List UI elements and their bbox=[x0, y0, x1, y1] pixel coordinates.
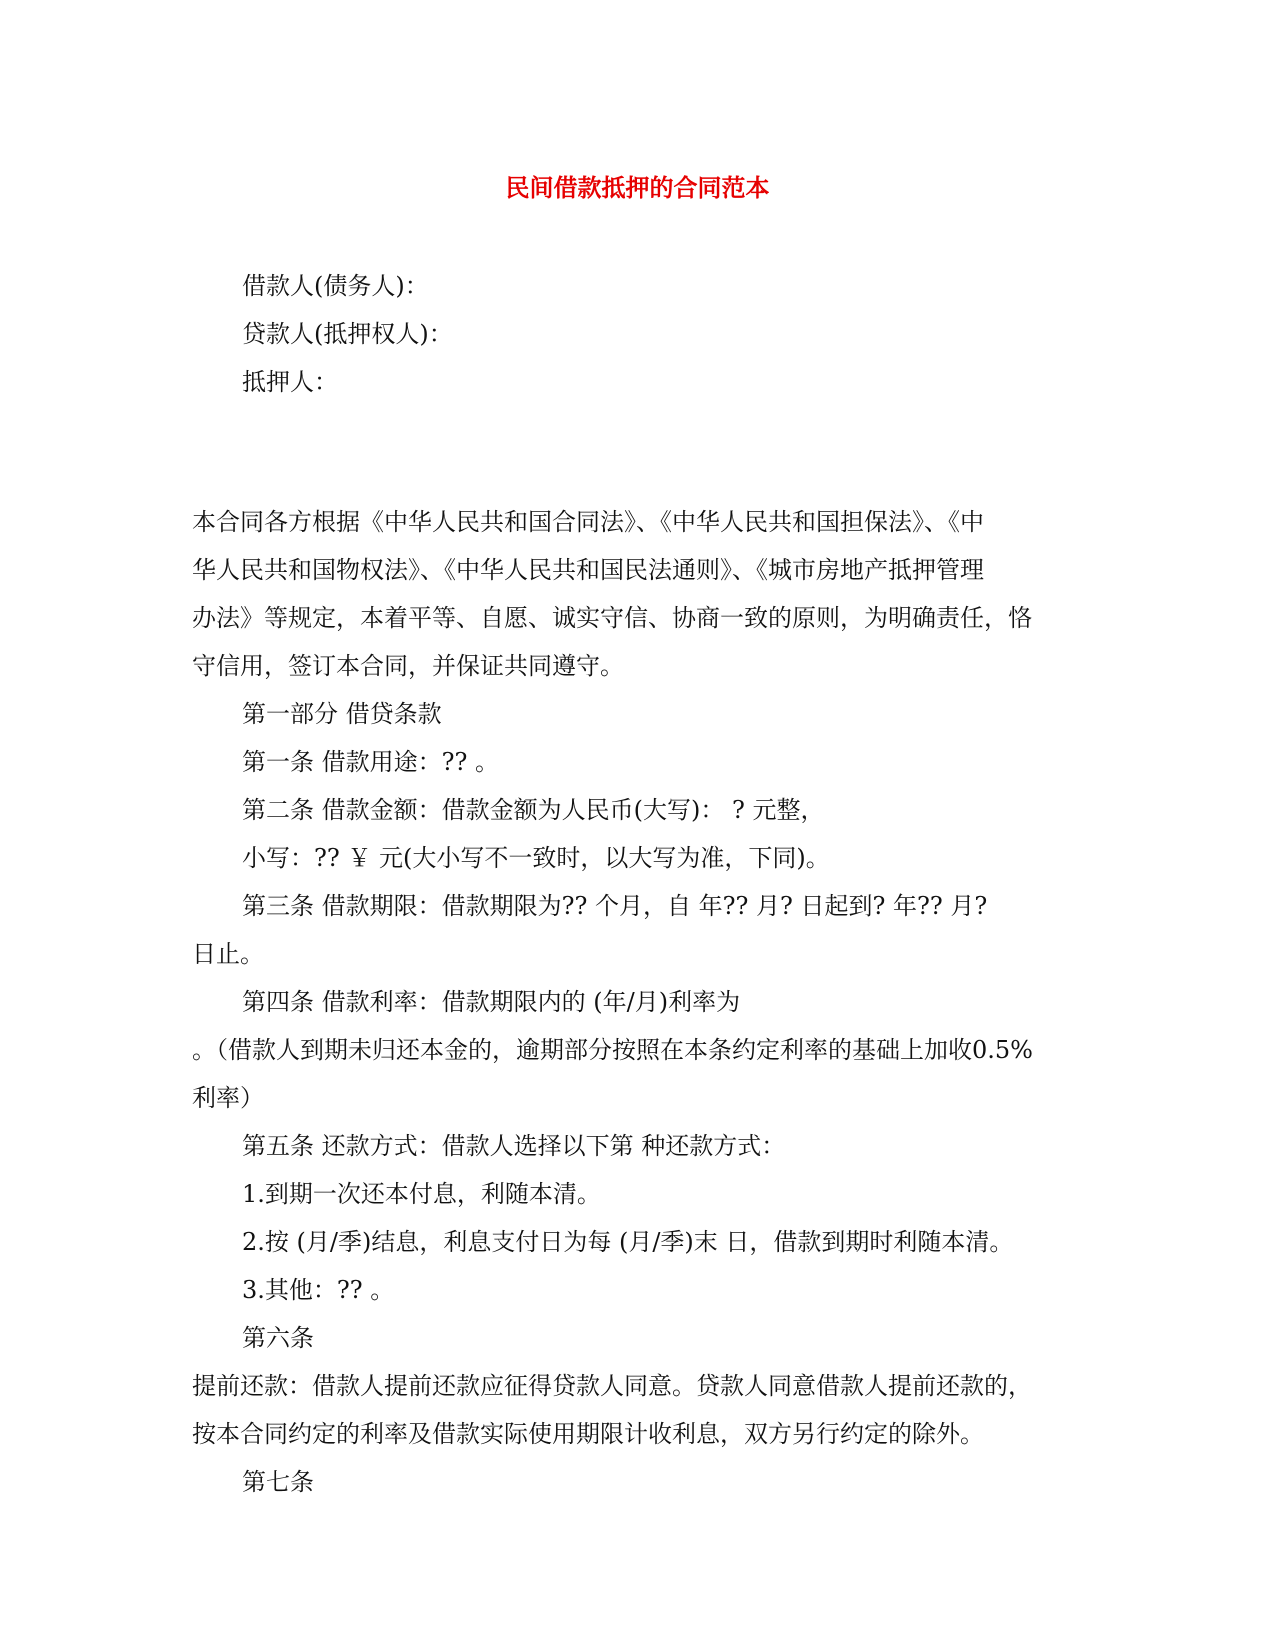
mortgagor-line: 抵押人： bbox=[242, 368, 338, 396]
preamble-line: 本合同各方根据《中华人民共和国合同法》、《中华人民共和国担保法》、《中 bbox=[192, 508, 984, 536]
preamble-line: 守信用，签订本合同，并保证共同遵守。 bbox=[192, 652, 624, 680]
article-5: 第五条 还款方式：借款人选择以下第 种还款方式： bbox=[242, 1132, 786, 1160]
article-6-heading: 第六条 bbox=[242, 1324, 314, 1352]
article-5-option: 2.按 (月/季)结息，利息支付日为每 (月/季)末 日，借款到期时利随本清。 bbox=[242, 1228, 1014, 1256]
borrower-line: 借款人(债务人)： bbox=[242, 272, 429, 300]
article-7-heading: 第七条 bbox=[242, 1468, 314, 1496]
article-2-small: 小写：?? ￥ 元(大小写不一致时，以大写为准，下同)。 bbox=[242, 844, 830, 872]
article-5-option: 1.到期一次还本付息，利随本清。 bbox=[242, 1180, 601, 1208]
article-4-line: 。（借款人到期未归还本金的，逾期部分按照在本条约定利率的基础上加收0.5% bbox=[192, 1036, 1033, 1064]
document-title: 民间借款抵押的合同范本 bbox=[505, 174, 770, 202]
spacer bbox=[192, 454, 1062, 498]
article-3-line: 第三条 借款期限：借款期限为?? 个月，自 年?? 月? 日起到? 年?? 月? bbox=[242, 892, 988, 920]
preamble-line: 华人民共和国物权法》、《中华人民共和国民法通则》、《城市房地产抵押管理 bbox=[192, 556, 984, 584]
article-6-line: 提前还款：借款人提前还款应征得贷款人同意。贷款人同意借款人提前还款的， bbox=[192, 1372, 1032, 1400]
article-3-line: 日止。 bbox=[192, 940, 264, 968]
spacer bbox=[192, 406, 1062, 454]
article-2: 第二条 借款金额：借款金额为人民币(大写)： ? 元整， bbox=[242, 796, 825, 824]
article-4-line: 第四条 借款利率：借款期限内的 (年/月)利率为 bbox=[242, 988, 741, 1016]
article-1: 第一条 借款用途：?? 。 bbox=[242, 748, 499, 776]
part-one-heading: 第一部分 借贷条款 bbox=[242, 700, 442, 728]
article-4-line: 利率） bbox=[192, 1084, 264, 1112]
document-body bbox=[192, 262, 1062, 1506]
article-5-option: 3.其他：?? 。 bbox=[242, 1276, 395, 1304]
preamble-line: 办法》等规定，本着平等、自愿、诚实守信、协商一致的原则，为明确责任，恪 bbox=[192, 604, 1032, 632]
lender-line: 贷款人(抵押权人)： bbox=[242, 320, 453, 348]
article-6-line: 按本合同约定的利率及借款实际使用期限计收利息，双方另行约定的除外。 bbox=[192, 1420, 984, 1448]
